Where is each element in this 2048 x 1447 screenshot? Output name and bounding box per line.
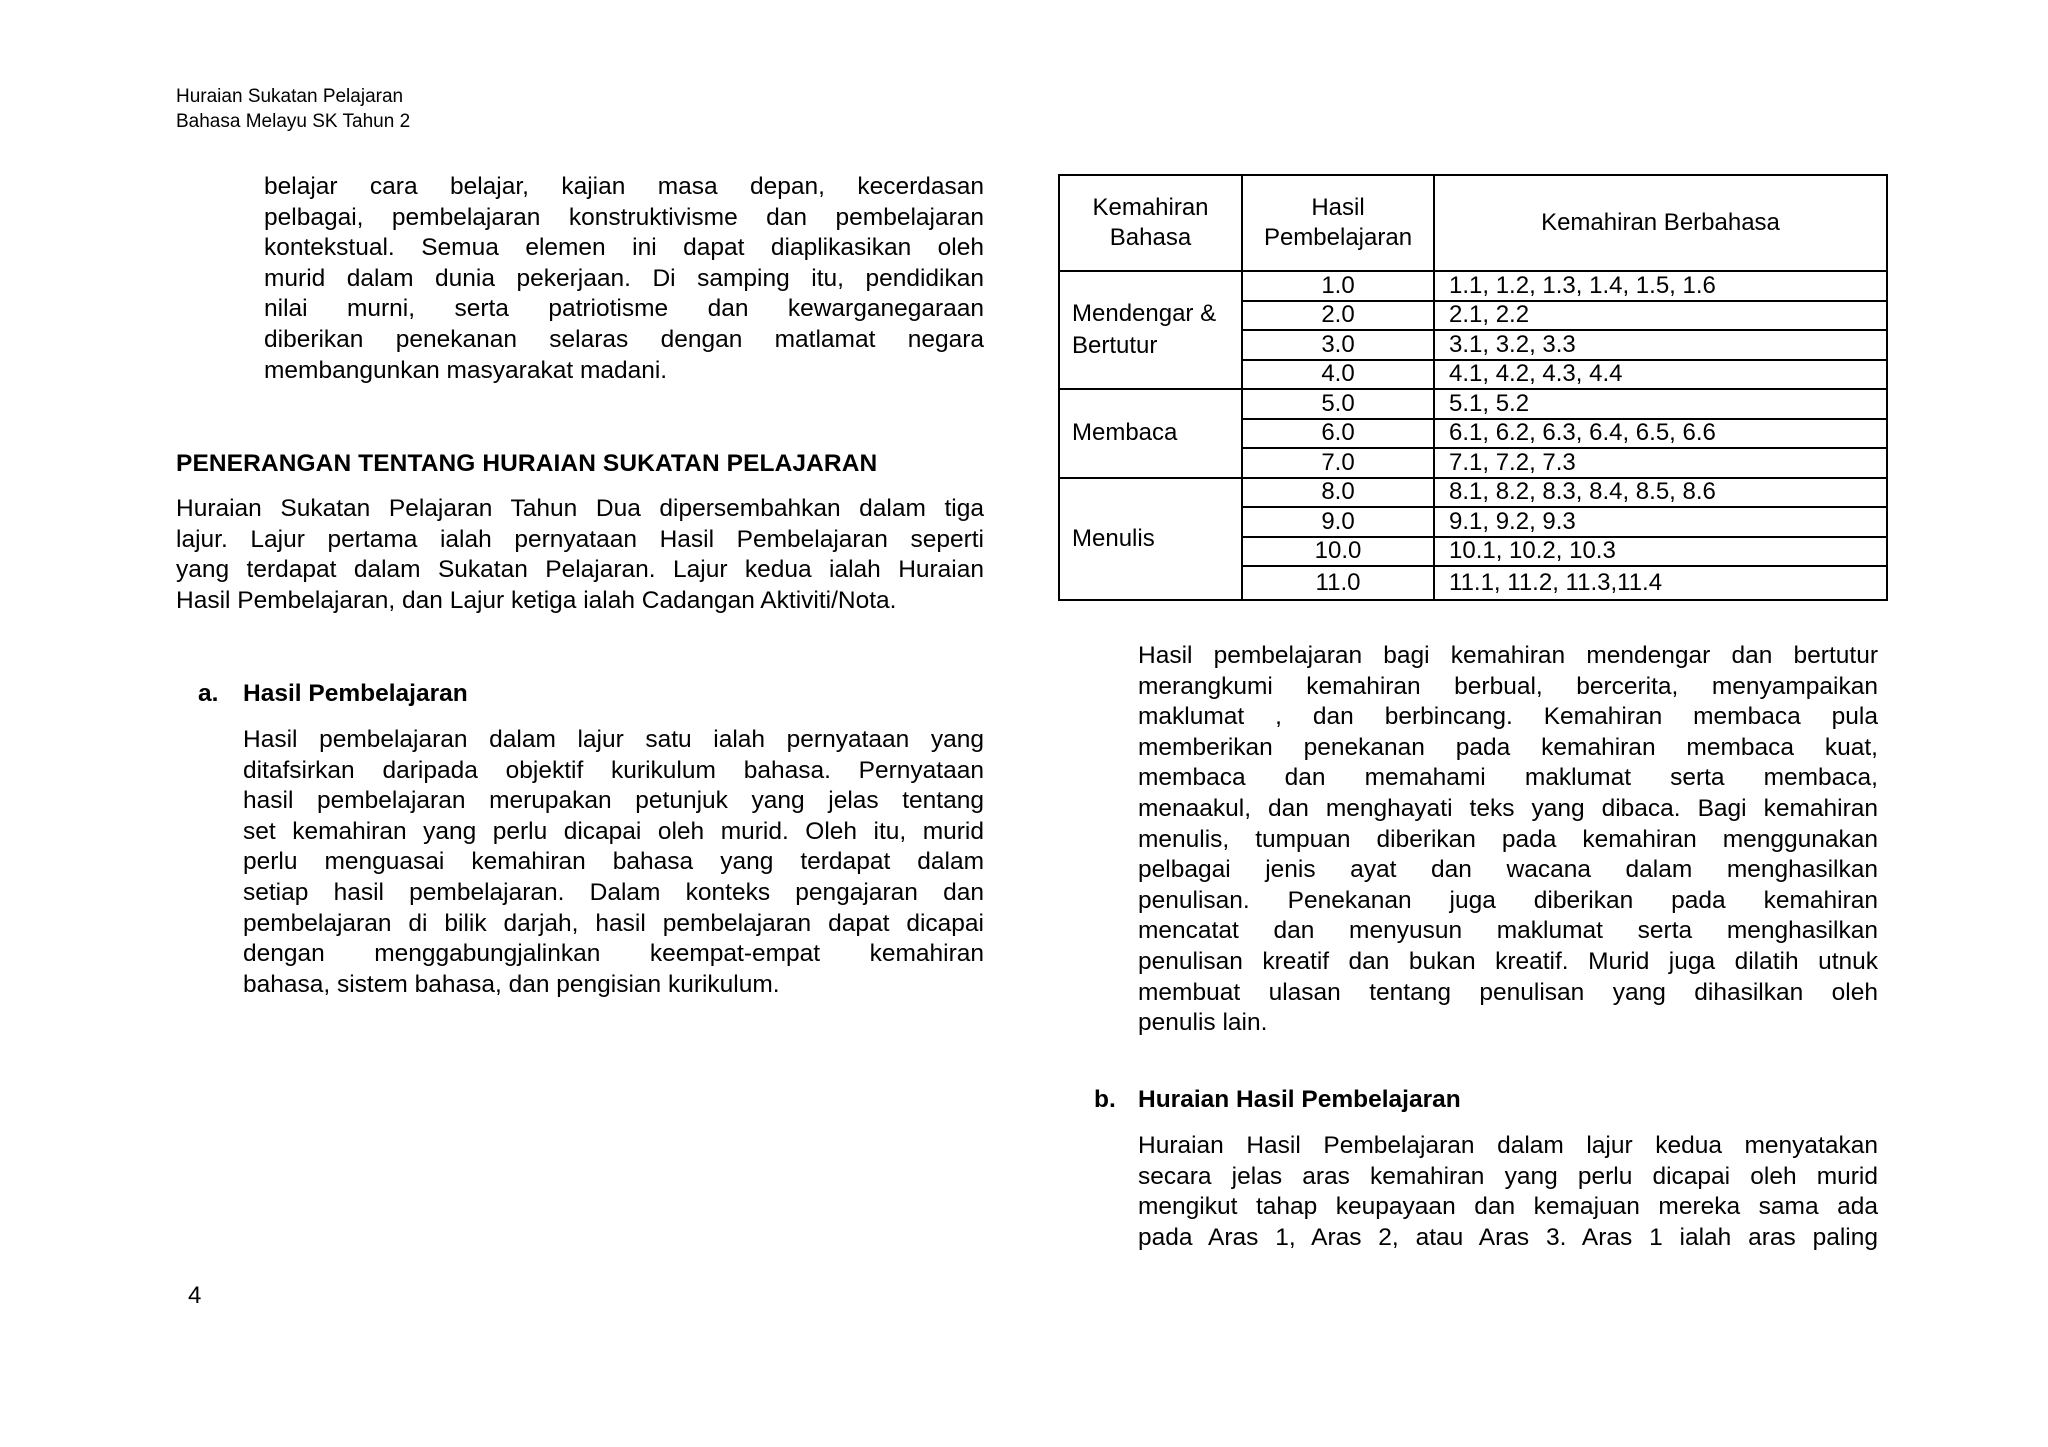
- subsection-a-title: Hasil Pembelajaran: [243, 680, 468, 707]
- outcome-number-cell: 9.0: [1242, 507, 1434, 537]
- skill-cell: Membaca: [1059, 389, 1242, 478]
- header-subtitle: Bahasa Melayu SK Tahun 2: [176, 111, 411, 132]
- paragraph-line: perlu menguasai kemahiran bahasa yang terdapat dalam: [243, 848, 984, 876]
- subsection-a-heading: [198, 680, 468, 708]
- paragraph-line: lajur. Lajur pertama ialah pernyataan Hasil Pembelajaran seperti: [176, 525, 984, 553]
- subsection-b-heading: [1094, 1086, 1461, 1114]
- skill-list-cell: 8.1, 8.2, 8.3, 8.4, 8.5, 8.6: [1434, 478, 1887, 508]
- paragraph-line: merangkumi kemahiran berbual, bercerita, menyampaikan: [1138, 672, 1878, 700]
- paragraph-line: setiap hasil pembelajaran. Dalam konteks pengajaran dan: [243, 878, 984, 906]
- skill-list-cell: 1.1, 1.2, 1.3, 1.4, 1.5, 1.6: [1434, 271, 1887, 301]
- paragraph-line: Hasil pembelajaran dalam lajur satu ialah pernyataan yang: [243, 726, 984, 753]
- paragraph-line: memberikan penekanan pada kemahiran membaca kuat,: [1138, 733, 1878, 761]
- paragraph-line: bahasa, sistem bahasa, dan pengisian kurikulum.: [243, 970, 780, 998]
- outcome-number-cell: 2.0: [1242, 301, 1434, 331]
- paragraph-line: pelbagai jenis ayat dan wacana dalam menghasilkan: [1138, 856, 1878, 884]
- paragraph-line: murid dalam dunia pekerjaan. Di samping itu, pendidikan: [264, 264, 984, 292]
- skills-table: [1058, 174, 1888, 601]
- paragraph-line: mengikut tahap keupayaan dan kemajuan mereka sama ada: [1138, 1193, 1878, 1221]
- table-body: [1059, 271, 1887, 600]
- paragraph-line: Hasil Pembelajaran, dan Lajur ketiga ialah Cadangan Aktiviti/Nota.: [176, 586, 897, 614]
- outcome-number-cell: 5.0: [1242, 389, 1434, 419]
- paragraph-line: penulis lain.: [1138, 1009, 1268, 1037]
- paragraph-line: penulisan kreatif dan bukan kreatif. Murid juga dilatih utnuk: [1138, 947, 1878, 975]
- paragraph-line: hasil pembelajaran merupakan petunjuk yang jelas tentang: [243, 787, 984, 815]
- table-header-row: [1059, 175, 1887, 271]
- paragraph-line: menulis, tumpuan diberikan pada kemahiran menggunakan: [1138, 825, 1878, 853]
- paragraph-line: membuat ulasan tentang penulisan yang dihasilkan oleh: [1138, 978, 1878, 1006]
- outcome-number-cell: 1.0: [1242, 271, 1434, 301]
- subsection-a-marker: a.: [198, 680, 219, 707]
- paragraph-line: Huraian Sukatan Pelajaran Tahun Dua dipersembahkan dalam tiga: [176, 495, 984, 522]
- paragraph-line: mencatat dan menyusun maklumat serta menghasilkan: [1138, 917, 1878, 945]
- section-heading: PENERANGAN TENTANG HURAIAN SUKATAN PELAJARAN: [176, 450, 878, 477]
- paragraph-line: pembelajaran di bilik darjah, hasil pembelajaran dapat dicapai: [243, 909, 984, 937]
- paragraph-line: penulisan. Penekanan juga diberikan pada kemahiran: [1138, 886, 1878, 914]
- table-row: [1059, 389, 1887, 419]
- intro-continued-paragraph: [264, 172, 984, 386]
- outcome-number-cell: 3.0: [1242, 330, 1434, 360]
- skill-list-cell: 11.1, 11.2, 11.3,11.4: [1434, 566, 1887, 600]
- paragraph-line: menaakul, dan menghayati teks yang dibaca. Bagi kemahiran: [1138, 794, 1878, 822]
- table-row: [1059, 271, 1887, 301]
- page-number: 4: [188, 1282, 202, 1309]
- paragraph-line: yang terdapat dalam Sukatan Pelajaran. Lajur kedua ialah Huraian: [176, 556, 984, 584]
- skills-summary-paragraph: [1138, 641, 1878, 1039]
- header-title: Huraian Sukatan Pelajaran: [176, 86, 404, 107]
- outcome-number-cell: 7.0: [1242, 448, 1434, 478]
- skill-list-cell: 2.1, 2.2: [1434, 301, 1887, 331]
- skill-list-cell: 9.1, 9.2, 9.3: [1434, 507, 1887, 537]
- paragraph-line: nilai murni, serta patriotisme dan kewarganegaraan: [264, 295, 984, 323]
- skill-list-cell: 10.1, 10.2, 10.3: [1434, 537, 1887, 567]
- subsection-b-marker: b.: [1094, 1086, 1116, 1113]
- skill-list-cell: 7.1, 7.2, 7.3: [1434, 448, 1887, 478]
- paragraph-line: Huraian Hasil Pembelajaran dalam lajur kedua menyatakan: [1138, 1132, 1878, 1159]
- paragraph-line: maklumat , dan berbincang. Kemahiran membaca pula: [1138, 703, 1878, 731]
- subsection-b-title: Huraian Hasil Pembelajaran: [1138, 1086, 1461, 1113]
- header-kemahiran-bahasa: Kemahiran Bahasa: [1059, 175, 1242, 271]
- skill-list-cell: 6.1, 6.2, 6.3, 6.4, 6.5, 6.6: [1434, 419, 1887, 449]
- paragraph-line: kontekstual. Semua elemen ini dapat diaplikasikan oleh: [264, 234, 984, 262]
- outcome-number-cell: 11.0: [1242, 566, 1434, 600]
- skill-list-cell: 4.1, 4.2, 4.3, 4.4: [1434, 360, 1887, 390]
- paragraph-line: belajar cara belajar, kajian masa depan, kecerdasan: [264, 173, 984, 200]
- skill-cell: Menulis: [1059, 478, 1242, 601]
- skill-list-cell: 5.1, 5.2: [1434, 389, 1887, 419]
- header-hasil-pembelajaran: Hasil Pembelajaran: [1242, 175, 1434, 271]
- table-row: [1059, 478, 1887, 508]
- skill-cell: Mendengar & Bertutur: [1059, 271, 1242, 389]
- paragraph-line: pelbagai, pembelajaran konstruktivisme dan pembelajaran: [264, 203, 984, 231]
- skill-list-cell: 3.1, 3.2, 3.3: [1434, 330, 1887, 360]
- outcome-number-cell: 6.0: [1242, 419, 1434, 449]
- running-header: [176, 84, 410, 134]
- paragraph-line: secara jelas aras kemahiran yang perlu dicapai oleh murid: [1138, 1162, 1878, 1190]
- outcome-number-cell: 8.0: [1242, 478, 1434, 508]
- paragraph-line: dengan menggabungjalinkan keempat-empat kemahiran: [243, 940, 984, 968]
- paragraph-line: ditafsirkan daripada objektif kurikulum bahasa. Pernyataan: [243, 756, 984, 784]
- outcome-number-cell: 10.0: [1242, 537, 1434, 567]
- paragraph-line: Hasil pembelajaran bagi kemahiran mendengar dan bertutur: [1138, 642, 1878, 669]
- paragraph-line: membangunkan masyarakat madani.: [264, 356, 668, 384]
- paragraph-line: set kemahiran yang perlu dicapai oleh murid. Oleh itu, murid: [243, 817, 984, 845]
- section-intro-paragraph: [176, 494, 984, 616]
- subsection-b-paragraph: [1138, 1131, 1878, 1253]
- header-kemahiran-berbahasa: Kemahiran Berbahasa: [1434, 175, 1887, 271]
- paragraph-line: diberikan penekanan selaras dengan matlamat negara: [264, 325, 984, 353]
- paragraph-line: membaca dan memahami maklumat serta membaca,: [1138, 764, 1878, 792]
- subsection-a-paragraph: [243, 725, 984, 1000]
- outcome-number-cell: 4.0: [1242, 360, 1434, 390]
- paragraph-line: pada Aras 1, Aras 2, atau Aras 3. Aras 1 ialah aras paling: [1138, 1223, 1878, 1251]
